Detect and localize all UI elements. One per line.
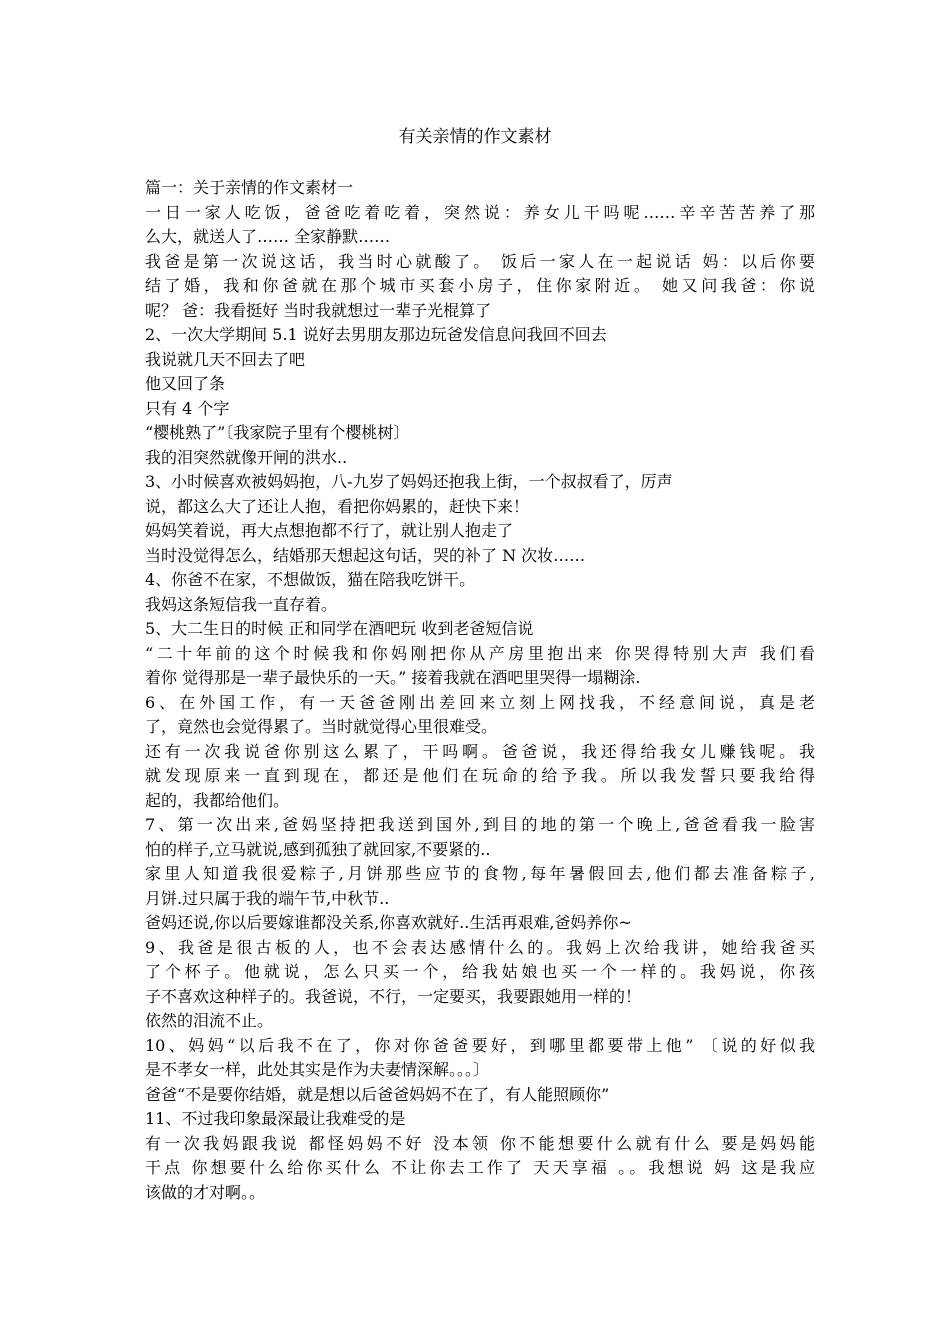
text-line: 我爸是第一次说这话，我当时心就酸了。 饭后一家人在一起说话 妈：以后你要 (145, 251, 815, 271)
text-line: 10、妈妈“以后我不在了，你对你爸爸要好，到哪里都要带上他” 〔说的好似我 (145, 1035, 815, 1055)
text-line: 2、一次大学期间 5.1 说好去男朋友那边玩爸发信息问我回不回去 (145, 325, 607, 344)
text-line: 着你 觉得那是一辈子最快乐的一天。” 接着我就在酒吧里哭得一塌糊涂. (145, 668, 641, 687)
text-line: 呢？ 爸：我看挺好 当时我就想过一辈子光棍算了 (145, 300, 492, 320)
text-line: 了，竟然也会觉得累了。当时就觉得心里很难受。 (145, 717, 498, 736)
text-line: 只有 4 个字 (145, 398, 230, 418)
text-line: 么大，就送人了…… 全家静默…… (145, 227, 391, 246)
text-line: 我的泪突然就像开闸的洪水.. (145, 447, 348, 467)
text-line: 3、小时候喜欢被妈妈抱，八-九岁了妈妈还抱我上街，一个叔叔看了，厉声 (145, 472, 673, 491)
text-line: 爸妈还说,你以后要嫁谁都没关系,你喜欢就好..生活再艰难,爸妈养你~ (145, 913, 632, 932)
text-line: 4、你爸不在家，不想做饭，猫在陪我吃饼干。 (145, 570, 476, 589)
text-line: 还有一次我说爸你别这么累了，干吗啊。爸爸说，我还得给我女儿赚钱呢。我 (145, 741, 815, 761)
text-line: 了个杯子。他就说，怎么只买一个，给我姑娘也买一个一样的。我妈说，你孩 (145, 962, 815, 981)
text-line: 篇一：关于亲情的作文素材一 (145, 178, 354, 197)
text-line: 是不孝女一样，此处其实是作为夫妻情深解。。。〕 (145, 1060, 490, 1079)
text-line: 怕的样子,立马就说,感到孤独了就回家,不要紧的.. (145, 839, 491, 859)
text-line: 家里人知道我很爱粽子,月饼那些应节的食物,每年暑假回去,他们都去准备粽子, (145, 864, 815, 883)
text-line: 月饼.过只属于我的端午节,中秋节.. (145, 888, 390, 908)
text-line: “樱桃熟了”〔我家院子里有个樱桃树〕 (145, 423, 410, 442)
text-line: “二十年前的这个时候我和你妈刚把你从产房里抱出来 你哭得特别大声 我们看 (145, 643, 815, 663)
text-line: 当时没觉得怎么，结婚那天想起这句话，哭的补了 N 次妆…… (145, 545, 586, 565)
text-line: 起的，我都给他们。 (145, 790, 290, 810)
document-body (145, 176, 815, 1205)
text-line: 一日一家人吃饭，爸爸吃着吃着，突然说：养女儿干吗呢……辛辛苦苦养了那 (145, 202, 815, 222)
text-line: 说，都这么大了还让人抱，看把你妈累的，赶快下来！ (145, 496, 530, 516)
text-line: 他又回了条 (145, 374, 226, 393)
text-line: 11、不过我印象最深最让我难受的是 (145, 1109, 406, 1128)
text-line: 干点 你想要什么给你买什么 不让你去工作了 天天享福 。。我想说 妈 这是我应 (145, 1158, 815, 1177)
text-line: 结了婚，我和你爸就在那个城市买套小房子，住你家附近。 她又问我爸：你说 (145, 276, 815, 295)
text-line: 子不喜欢这种样子的。我爸说，不行，一定要买，我要跟她用一样的！ (145, 986, 642, 1006)
text-line: 爸爸“不是要你结婚，就是想以后爸爸妈妈不在了，有人能照顾你” (145, 1084, 610, 1104)
text-line: 依然的泪流不止。 (145, 1011, 274, 1030)
text-line: 妈妈笑着说，再大点想抱都不行了，就让别人抱走了 (145, 521, 514, 540)
text-line: 就发现原来一直到现在，都还是他们在玩命的给予我。所以我发誓只要我给得 (145, 766, 815, 785)
text-line: 6、在外国工作，有一天爸爸刚出差回来立刻上网找我，不经意间说，真是老 (145, 692, 815, 712)
text-line: 我妈这条短信我一直存着。 (145, 594, 338, 614)
text-line: 7、第一次出来,爸妈坚持把我送到国外,到目的地的第一个晚上,爸爸看我一脸害 (145, 815, 815, 834)
document-title: 有关亲情的作文素材 (398, 127, 552, 147)
text-line: 我说就几天不回去了吧 (145, 349, 306, 369)
text-line: 5、大二生日的时候 正和同学在酒吧玩 收到老爸短信说 (145, 619, 534, 638)
text-line: 有一次我妈跟我说 都怪妈妈不好 没本领 你不能想要什么就有什么 要是妈妈能 (145, 1133, 815, 1153)
text-line: 9、我爸是很古板的人，也不会表达感情什么的。我妈上次给我讲，她给我爸买 (145, 937, 815, 957)
text-line: 该做的才对啊。。 (145, 1182, 266, 1202)
